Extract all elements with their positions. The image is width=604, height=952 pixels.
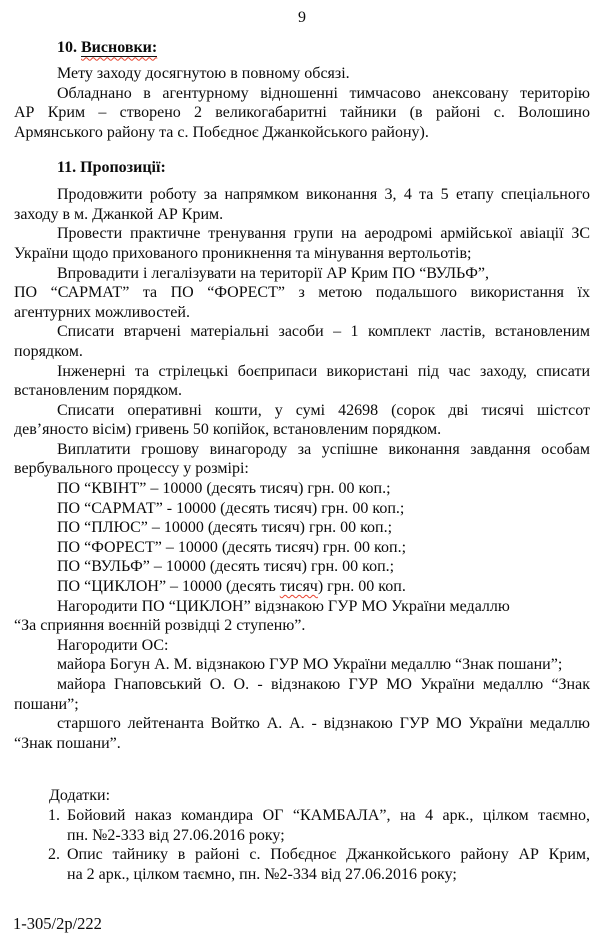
reward-line-cyclone — [14, 577, 590, 597]
text-run: 10. — [57, 38, 81, 56]
text-line: старшого лейтенанта Войтко А. А. - відзнакою ГУР МО України медаллю — [57, 715, 590, 733]
attachment-item-1 — [14, 806, 590, 826]
list-number: 2. — [48, 846, 60, 864]
text-line: Списати втарчені матеріальні засоби – 1 комплект ластів, встановленим — [57, 323, 590, 341]
text-line: “За сприяння воєнній розвідці 2 ступеню”. — [14, 617, 306, 635]
text-run: Бойовий наказ командира ОГ “КАМБАЛА”, на 4 арк., цілком таємно, — [67, 806, 590, 824]
text-line: заходу в м. Джанкой АР Крим. — [14, 205, 224, 223]
text-line: Армянського району та с. Побєдноє Джанкойського району). — [14, 123, 429, 141]
page-number: 9 — [298, 9, 306, 26]
text-line: “Знак пошани”. — [14, 734, 121, 752]
text-line: порядком. — [14, 342, 83, 360]
text-run: ) грн. 00 коп. — [317, 578, 406, 596]
text-line: пошани”; — [14, 695, 79, 713]
text-line: України щодо прихованого проникнення та мінування вертольотів; — [14, 244, 472, 262]
document-text — [14, 38, 590, 885]
text-line: ПО “ФОРЕСТ” – 10000 (десять тисяч) грн. 00 коп.; — [57, 538, 407, 556]
text-line: Інженерні та стрілецькі боєприпаси використані під час заходу, списати — [57, 362, 590, 380]
text-line: Впровадити і легалізувати на території АР Крим ПО “ВУЛЬФ”, — [57, 264, 489, 282]
attachment-item-2 — [14, 845, 590, 865]
text-line: агентурних можливостей. — [14, 303, 190, 321]
text-line: ПО “САРМАТ” та ПО “ФОРЕСТ” з метою подальшого використання їх — [14, 284, 590, 302]
text-line: Продовжити роботу за напрямком виконання 3, 4 та 5 етапу спеціального — [57, 186, 590, 204]
text-line: АР Крим – створено 2 великогабаритні тайники (в районі с. Волошино — [14, 104, 590, 122]
text-line: Нагородити ОС: — [57, 636, 169, 654]
text-line: Провести практичне тренування групи на аеродромі армійської авіації ЗС — [57, 225, 590, 243]
text-line: майора Гнаповський О. О. - відзнакою ГУР МО України медаллю “Знак — [57, 676, 590, 693]
text-line: ПО “КВІНТ” – 10000 (десять тисяч) грн. 00 коп.; — [57, 480, 391, 498]
text-line: дев’яносто вісім) гривень 50 копійок, встановленим порядком. — [14, 421, 442, 439]
text-line: встановленим порядком. — [14, 382, 182, 400]
section-heading-11: 11. Пропозиції: — [57, 158, 166, 176]
attachment-item-2-cont: на 2 арк., цілком таємно, пн. №2-334 від 27.06.2016 року; — [67, 865, 457, 883]
attachment-item-1-cont: пн. №2-333 від 27.06.2016 року; — [67, 826, 285, 844]
text-line: Нагородити ПО “ЦИКЛОН” відзнакою ГУР МО України медаллю — [57, 597, 510, 615]
text-line: ПО “ПЛЮС” – 10000 (десять тисяч) грн. 00 коп.; — [57, 519, 393, 537]
text-run: Опис тайнику в районі с. Побєдноє Джанкойського району АР Крим, — [67, 846, 590, 864]
text-line: ПО “ВУЛЬФ” – 10000 (десять тисяч) грн. 00 коп.; — [57, 558, 395, 576]
text-line: вербувального процессу у розмірі: — [14, 460, 249, 478]
text-line: Обладнано в агентурному відношенні тимчасово анексовану територію — [57, 84, 590, 102]
text-line: Виплатити грошову винагороду за успішне виконання завдання особам — [57, 440, 590, 458]
document-reference-number: 1-305/2р/222 — [13, 914, 102, 933]
text-run: ПО “ЦИКЛОН” – 10000 (десять — [57, 578, 280, 596]
text-line: ПО “САРМАТ” - 10000 (десять тисяч) грн. 00 коп.; — [57, 499, 405, 517]
attachments-heading: Додатки: — [49, 787, 111, 805]
text-line: Мету заходу досягнутою в повному обсязі. — [57, 65, 350, 83]
spellcheck-flagged-word: тисяч — [279, 578, 318, 596]
list-number: 1. — [48, 806, 60, 824]
underlined-heading-text: Висновки: — [81, 38, 158, 56]
text-line: майора Богун А. М. відзнакою ГУР МО України медаллю “Знак пошани”; — [57, 656, 563, 674]
section-heading-10 — [14, 38, 590, 58]
text-line: Списати оперативні кошти, у сумі 42698 (сорок дві тисячі шістсот — [57, 401, 590, 419]
